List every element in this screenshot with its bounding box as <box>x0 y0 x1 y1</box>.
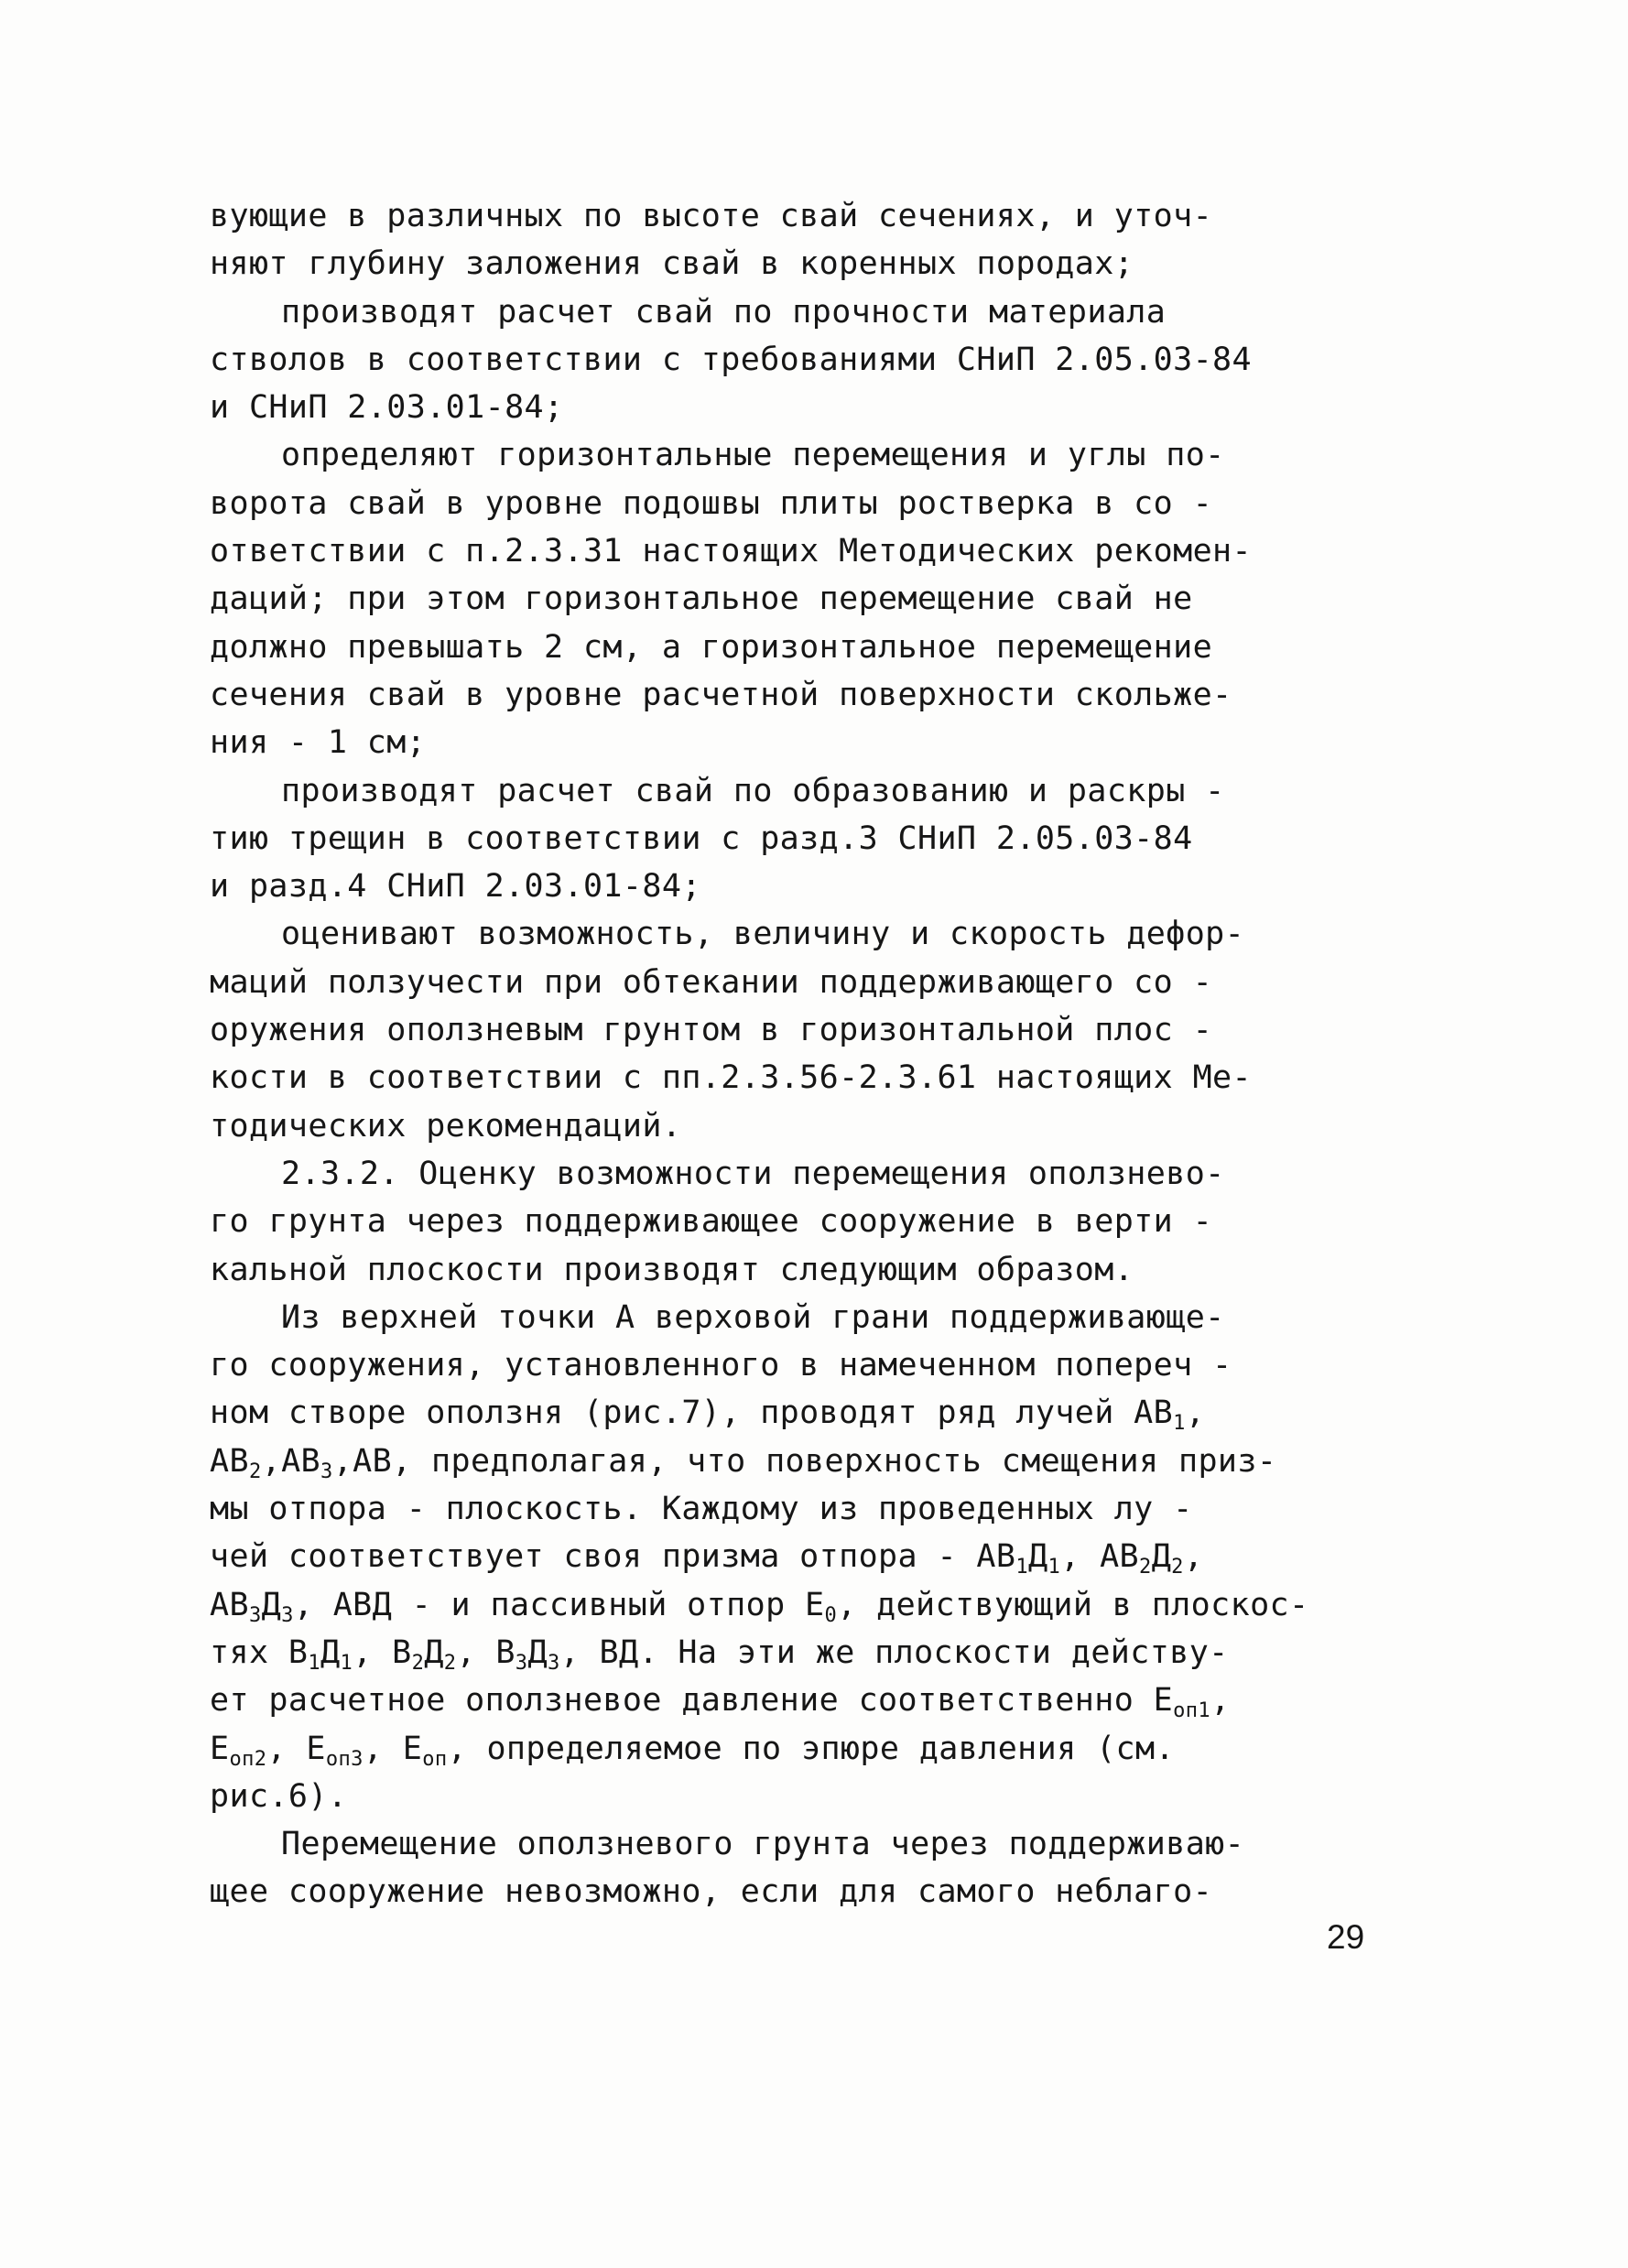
text-run: , действующий в плоскос- <box>837 1586 1309 1623</box>
paragraph-2 <box>210 288 1400 432</box>
text-line <box>210 1389 1400 1437</box>
text-line: производят расчет свай по прочности материала <box>281 293 1167 331</box>
text-line <box>210 1533 1400 1580</box>
text-line <box>210 1677 1400 1724</box>
text-line <box>210 1438 1400 1485</box>
text-line: 2.3.2. Оценку возможности перемещения оползнево- <box>281 1155 1225 1192</box>
subscript: оп1 <box>1173 1699 1211 1723</box>
subscript: оп2 <box>229 1747 267 1771</box>
text-run: , <box>1210 1682 1231 1720</box>
paragraph-7 <box>210 1294 1400 1820</box>
body-text <box>210 192 1400 1916</box>
subscript: 1 <box>1015 1556 1028 1579</box>
text-line: го сооружения, установленного в намеченном попереч - <box>210 1347 1232 1384</box>
text-run: Д <box>1151 1538 1172 1576</box>
text-line: оружения оползневым грунтом в горизонтальной плос - <box>210 1012 1213 1049</box>
subscript: 1 <box>1047 1556 1061 1579</box>
text-run: , <box>1183 1538 1204 1576</box>
text-run: ном створе оползня (рис.7), проводят ряд лучей АВ <box>210 1394 1174 1432</box>
paragraph-3 <box>210 431 1400 766</box>
text-run: ,АВ, предполагая, что поверхность смещения приз- <box>332 1442 1277 1480</box>
text-run: , В <box>353 1633 412 1671</box>
text-run: тях В <box>210 1633 309 1671</box>
text-run: , Е <box>363 1730 423 1767</box>
text-run: Д <box>320 1633 341 1671</box>
text-line: маций ползучести при обтекании поддерживающего со - <box>210 963 1213 1001</box>
text-line: кости в соответствии с пп.2.3.56-2.3.61 настоящих Ме- <box>210 1059 1253 1097</box>
text-line: няют глубину заложения свай в коренных породах; <box>210 245 1134 283</box>
subscript: оп3 <box>325 1747 364 1771</box>
text-line: рис.6). <box>210 1777 348 1815</box>
text-run: АВ <box>210 1586 249 1623</box>
text-run: Д <box>1028 1538 1048 1576</box>
text-run: АВ <box>210 1442 249 1480</box>
text-line <box>210 1581 1400 1629</box>
text-line: производят расчет свай по образованию и раскры - <box>281 772 1225 809</box>
text-run: Д <box>424 1633 444 1671</box>
text-line: Перемещение оползневого грунта через поддерживаю- <box>281 1826 1245 1863</box>
text-line: и разд.4 СНиП 2.03.01-84; <box>210 868 701 906</box>
text-line: сечения свай в уровне расчетной поверхности скольже- <box>210 676 1232 713</box>
text-line: ответствии с п.2.3.31 настоящих Методических рекомен- <box>210 533 1253 570</box>
text-run: , АВ <box>1060 1538 1140 1576</box>
subscript: 3 <box>320 1460 333 1483</box>
text-line <box>210 1725 1400 1773</box>
subscript: 3 <box>547 1651 560 1675</box>
text-run: , <box>1185 1394 1206 1432</box>
subscript: 2 <box>1171 1556 1184 1579</box>
subscript: 1 <box>308 1651 321 1675</box>
subscript: 3 <box>281 1603 294 1627</box>
text-line: определяют горизонтальные перемещения и углы по- <box>281 437 1225 474</box>
text-run: , ВД. На эти же плоскости действу- <box>559 1633 1229 1671</box>
subscript: 2 <box>443 1651 457 1675</box>
text-run: Д <box>261 1586 282 1623</box>
subscript: 0 <box>824 1603 838 1627</box>
text-line: даций; при этом горизонтальное перемещение свай не <box>210 581 1193 618</box>
text-line: го грунта через поддерживающее сооружение в верти - <box>210 1203 1213 1241</box>
text-line: Из верхней точки А верховой грани поддерживающе- <box>281 1298 1225 1336</box>
subscript: 2 <box>248 1460 262 1483</box>
paragraph-5 <box>210 910 1400 1149</box>
page-number: 29 <box>1327 1918 1365 1956</box>
text-run: , определяемое по эпюре давления (см. <box>447 1730 1175 1767</box>
text-line: тию трещин в соответствии с разд.3 СНиП 2.05.03-84 <box>210 819 1193 857</box>
subscript: 1 <box>340 1651 353 1675</box>
text-run: , АВД - и пассивный отпор Е <box>293 1586 825 1623</box>
subscript: 3 <box>515 1651 528 1675</box>
text-line: ния - 1 см; <box>210 724 427 762</box>
subscript: 2 <box>411 1651 425 1675</box>
subscript: оп <box>422 1747 448 1771</box>
text-run: , Е <box>266 1730 326 1767</box>
text-line: мы отпора - плоскость. Каждому из проведенных лу - <box>210 1491 1193 1528</box>
paragraph-1 <box>210 192 1400 288</box>
text-line: и СНиП 2.03.01-84; <box>210 389 564 427</box>
text-run: , В <box>456 1633 516 1671</box>
text-line: щее сооружение невозможно, если для самого неблаго- <box>210 1873 1213 1911</box>
text-line: кальной плоскости производят следующим образом. <box>210 1251 1134 1288</box>
text-line: ворота свай в уровне подошвы плиты ростверка в со - <box>210 484 1213 522</box>
paragraph-section-2-3-2 <box>210 1150 1400 1294</box>
text-run: Д <box>527 1633 548 1671</box>
text-line: оценивают возможность, величину и скорость дефор- <box>281 916 1245 953</box>
text-run: ет расчетное оползневое давление соответственно Е <box>210 1682 1174 1720</box>
text-run: Е <box>210 1730 230 1767</box>
text-run: ,АВ <box>261 1442 321 1480</box>
text-line: вующие в различных по высоте свай сечениях, и уточ- <box>210 198 1213 234</box>
text-line: должно превышать 2 см, а горизонтальное перемещение <box>210 628 1213 666</box>
paragraph-4 <box>210 767 1400 911</box>
subscript: 3 <box>248 1603 262 1627</box>
text-line: тодических рекомендаций. <box>210 1107 682 1145</box>
text-run: чей соответствует своя призма отпора - АВ <box>210 1538 1016 1576</box>
subscript: 2 <box>1139 1556 1152 1579</box>
paragraph-8 <box>210 1820 1400 1916</box>
text-line <box>210 1629 1400 1677</box>
subscript: 1 <box>1173 1412 1186 1436</box>
text-line: стволов в соответствии с требованиями СНиП 2.05.03-84 <box>210 341 1253 378</box>
